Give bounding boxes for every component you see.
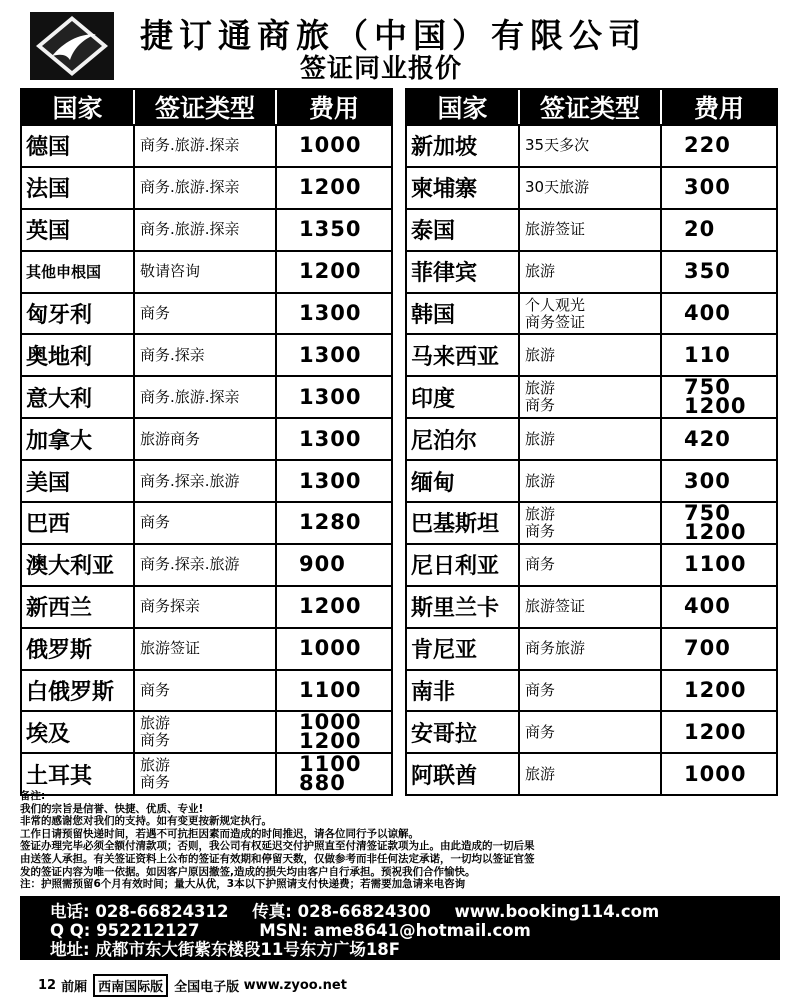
country-cell: 匈牙利 <box>22 294 135 334</box>
visa-type-cell: 旅游 商务 <box>135 754 277 794</box>
website[interactable]: www.booking114.com <box>454 902 660 921</box>
footer-url[interactable]: www.zyoo.net <box>243 978 347 993</box>
country-cell: 德国 <box>22 126 135 166</box>
table-header <box>407 90 776 124</box>
country-cell: 新西兰 <box>22 587 135 627</box>
note-line: 签证办理完毕必须全额付清款项；否则，我公司有权延迟交付护照直至付清签证款项为止。由此造成的一切后果 <box>20 840 535 853</box>
fee-cell: 1000 <box>299 133 362 158</box>
tel-value: 028-66824312 <box>95 902 229 921</box>
fee-cell: 220 <box>684 133 731 158</box>
fee-cell: 300 <box>684 468 731 493</box>
country-cell: 阿联酋 <box>407 754 520 794</box>
country-cell: 安哥拉 <box>407 712 520 752</box>
country-cell: 菲律宾 <box>407 252 520 292</box>
table-row <box>22 375 391 417</box>
footer-edition: 全国电子版 <box>174 980 240 995</box>
table-row <box>22 543 391 585</box>
fee-cell: 750 1200 <box>684 377 747 418</box>
visa-type-cell: 个人观光 商务签证 <box>520 294 662 334</box>
table-body <box>407 124 776 794</box>
country-cell: 美国 <box>22 461 135 501</box>
country-cell: 土耳其 <box>22 754 135 794</box>
visa-type-cell: 商务 <box>520 671 662 711</box>
contact-bar <box>20 896 780 960</box>
visa-type-cell: 旅游 <box>520 335 662 375</box>
note-line: 工作日请预留快递时间，若遇不可抗拒因素而造成的时间推迟，请各位同行予以谅解。 <box>20 827 419 840</box>
visa-price-table-left <box>20 88 393 796</box>
address-label: 地址: <box>50 940 90 959</box>
fee-cell: 1000 <box>684 761 747 786</box>
country-cell: 俄罗斯 <box>22 629 135 669</box>
visa-type-cell: 35天多次 <box>520 126 662 166</box>
page-subtitle: 签证同业报价 <box>300 54 463 84</box>
visa-type-cell: 商务 <box>135 503 277 543</box>
fee-cell: 1000 <box>299 636 362 661</box>
fee-cell: 1300 <box>299 301 362 325</box>
visa-type-cell: 商务.旅游.探亲 <box>135 126 277 166</box>
table-row <box>407 501 776 543</box>
country-cell: 澳大利亚 <box>22 545 135 585</box>
country-cell: 奥地利 <box>22 335 135 375</box>
table-body <box>22 124 391 794</box>
qq-label: Q Q: <box>50 921 91 940</box>
company-name: 捷订通商旅（中国）有限公司 <box>140 16 647 55</box>
table-row <box>22 417 391 459</box>
fee-cell: 1200 <box>299 259 362 284</box>
country-cell: 巴基斯坦 <box>407 503 520 543</box>
visa-type-cell: 商务.旅游.探亲 <box>135 168 277 208</box>
table-row <box>407 710 776 752</box>
header-type: 签证类型 <box>135 90 277 124</box>
country-cell: 其他申根国 <box>22 252 135 292</box>
table-header <box>22 90 391 124</box>
table-row <box>407 292 776 334</box>
fee-cell: 1350 <box>299 217 362 242</box>
address-value: 成都市东大街紫东楼段11号东方广场18F <box>95 940 401 959</box>
fee-cell: 400 <box>684 594 731 619</box>
fee-cell: 420 <box>684 426 731 451</box>
country-cell: 埃及 <box>22 712 135 752</box>
note-line: 我们的宗旨是信誉、快捷、优质、专业! <box>20 802 204 815</box>
fax-value: 028-66824300 <box>297 902 431 921</box>
visa-type-cell: 旅游 <box>520 461 662 501</box>
visa-type-cell: 旅游 商务 <box>520 377 662 417</box>
table-row <box>407 250 776 292</box>
country-cell: 法国 <box>22 168 135 208</box>
visa-type-cell: 旅游 商务 <box>135 712 277 752</box>
table-row <box>407 375 776 417</box>
contact-line-1 <box>50 902 780 921</box>
visa-type-cell: 旅游签证 <box>520 587 662 627</box>
fee-cell: 1100 <box>299 678 362 703</box>
notes-section <box>20 790 780 891</box>
country-cell: 韩国 <box>407 294 520 334</box>
table-row <box>407 124 776 166</box>
fee-cell: 1000 1200 <box>299 712 362 753</box>
table-row <box>22 208 391 250</box>
page-number: 12 <box>38 978 57 993</box>
tel-label: 电话: <box>50 902 90 921</box>
visa-type-cell: 敬请咨询 <box>135 252 277 292</box>
visa-type-cell: 商务.探亲 <box>135 335 277 375</box>
visa-type-cell: 旅游 <box>520 252 662 292</box>
fee-cell: 400 <box>684 301 731 325</box>
visa-type-cell: 旅游签证 <box>135 629 277 669</box>
visa-type-cell: 商务旅游 <box>520 629 662 669</box>
visa-type-cell: 商务探亲 <box>135 587 277 627</box>
table-row <box>22 459 391 501</box>
visa-type-cell: 商务.旅游.探亲 <box>135 210 277 250</box>
table-row <box>407 543 776 585</box>
visa-type-cell: 旅游 <box>520 419 662 459</box>
header-fee: 费用 <box>308 94 359 123</box>
table-row <box>407 417 776 459</box>
msn-label: MSN: <box>259 921 308 940</box>
note-line: 发的签证内容为唯一依据。如因客户原因撤签,造成的损失均由客户自行承担。预祝我们合作愉快。 <box>20 865 476 878</box>
fee-cell: 350 <box>684 259 731 284</box>
fee-cell: 750 1200 <box>684 503 747 543</box>
table-row <box>22 585 391 627</box>
page-header <box>0 0 800 86</box>
country-cell: 意大利 <box>22 377 135 417</box>
country-cell: 南非 <box>407 671 520 711</box>
country-cell: 英国 <box>22 210 135 250</box>
table-row <box>22 501 391 543</box>
header-type: 签证类型 <box>520 90 662 124</box>
msn-value[interactable]: ame8641@hotmail.com <box>313 921 531 940</box>
fax-label: 传真: <box>252 902 292 921</box>
table-row <box>22 752 391 794</box>
company-logo <box>30 12 114 80</box>
table-row <box>407 208 776 250</box>
fee-cell: 1100 880 <box>299 754 362 795</box>
note-line: 由送签人承担。有关签证资料上公布的签证有效期和停留天数，仅做参考而非任何法定承诺，一切均以签证官签 <box>20 852 535 865</box>
fee-cell: 1300 <box>299 384 362 409</box>
table-row <box>407 585 776 627</box>
header-country: 国家 <box>22 90 135 124</box>
visa-type-cell: 商务 <box>520 545 662 585</box>
table-row <box>407 669 776 711</box>
table-row <box>22 250 391 292</box>
visa-type-cell: 旅游 商务 <box>520 503 662 543</box>
fee-cell: 1200 <box>299 175 362 200</box>
table-row <box>22 669 391 711</box>
country-cell: 泰国 <box>407 210 520 250</box>
table-row <box>22 166 391 208</box>
fee-cell: 1300 <box>299 426 362 451</box>
visa-type-cell: 商务.探亲.旅游 <box>135 461 277 501</box>
visa-price-table-right <box>405 88 778 796</box>
table-row <box>407 752 776 794</box>
table-row <box>22 627 391 669</box>
visa-type-cell: 商务 <box>520 712 662 752</box>
country-cell: 加拿大 <box>22 419 135 459</box>
country-cell: 尼日利亚 <box>407 545 520 585</box>
country-cell: 斯里兰卡 <box>407 587 520 627</box>
note-line: 非常的感谢您对我们的支持。如有变更按新规定执行。 <box>20 815 272 828</box>
header-country: 国家 <box>407 90 520 124</box>
visa-type-cell: 旅游 <box>520 754 662 794</box>
fee-cell: 1200 <box>299 594 362 619</box>
table-row <box>407 459 776 501</box>
fee-cell: 1200 <box>684 719 747 744</box>
footer-brand: 西南国际版 <box>93 974 168 997</box>
visa-type-cell: 商务 <box>135 294 277 334</box>
table-row <box>22 124 391 166</box>
fee-cell: 300 <box>684 175 731 200</box>
table-row <box>407 166 776 208</box>
footer-section: 前厢 <box>61 980 88 995</box>
visa-type-cell: 旅游商务 <box>135 419 277 459</box>
page-footer <box>38 974 347 997</box>
fee-cell: 700 <box>684 636 731 661</box>
table-row <box>407 627 776 669</box>
note-line: 注：护照需预留6个月有效时间；量大从优，3本以下护照请支付快递费；若需要加急请来电咨询 <box>20 878 466 891</box>
notes-heading: 备注: <box>20 790 46 802</box>
country-cell: 肯尼亚 <box>407 629 520 669</box>
fee-cell: 1300 <box>299 468 362 493</box>
table-row <box>22 292 391 334</box>
fee-cell: 1280 <box>299 510 362 535</box>
country-cell: 印度 <box>407 377 520 417</box>
table-row <box>22 710 391 752</box>
country-cell: 马来西亚 <box>407 335 520 375</box>
header-fee: 费用 <box>693 94 744 123</box>
fee-cell: 1300 <box>299 342 362 367</box>
country-cell: 缅甸 <box>407 461 520 501</box>
table-row <box>407 333 776 375</box>
country-cell: 柬埔寨 <box>407 168 520 208</box>
fee-cell: 1100 <box>684 552 747 577</box>
contact-line-3 <box>50 940 780 959</box>
contact-line-2 <box>50 921 780 940</box>
fee-cell: 110 <box>684 342 731 367</box>
country-cell: 新加坡 <box>407 126 520 166</box>
country-cell: 白俄罗斯 <box>22 671 135 711</box>
visa-type-cell: 商务.探亲.旅游 <box>135 545 277 585</box>
visa-type-cell: 30天旅游 <box>520 168 662 208</box>
country-cell: 巴西 <box>22 503 135 543</box>
fee-cell: 1200 <box>684 678 747 703</box>
fee-cell: 20 <box>684 217 716 242</box>
visa-type-cell: 商务 <box>135 671 277 711</box>
fee-cell: 900 <box>299 552 346 577</box>
visa-type-cell: 商务.旅游.探亲 <box>135 377 277 417</box>
visa-type-cell: 旅游签证 <box>520 210 662 250</box>
country-cell: 尼泊尔 <box>407 419 520 459</box>
qq-value: 952212127 <box>96 921 200 940</box>
table-row <box>22 333 391 375</box>
